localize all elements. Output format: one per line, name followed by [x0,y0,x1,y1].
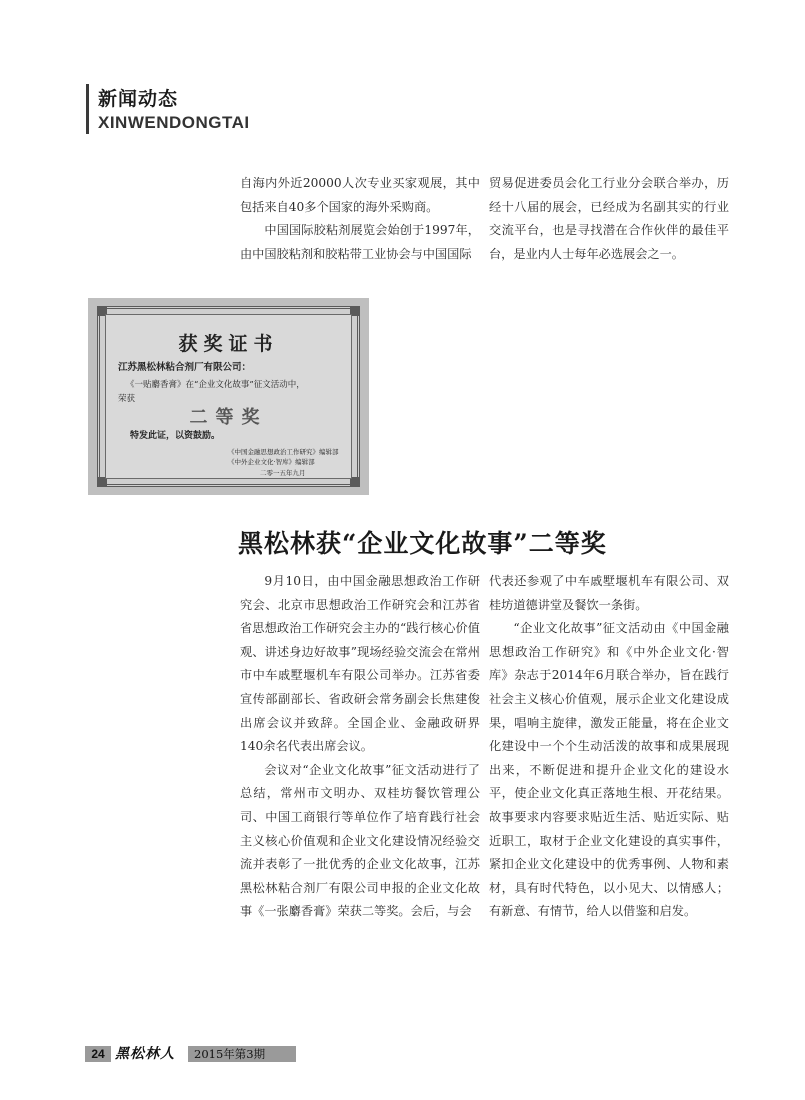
paragraph: 9月10日，由中国金融思想政治工作研究会、北京市思想政治工作研究会和江苏省省思想政治工作研究会主办的“践行核心价值观、讲述身边好故事”现场经验交流会在常州市中车戚墅堰机车有限公司举办。江苏省委宣传部副部长、省政研会常务副会长焦建俊出席会议并致辞。全国企业、金融政研界140余名代表出席会议。 [240,574,480,754]
top-text-left-column [240,172,480,266]
paragraph: “企业文化故事”征文活动由《中国金融思想政治工作研究》和《中外企业文化·智库》杂志于2014年6月联合举办，旨在践行社会主义核心价值观，展示企业文化建设成果，唱响主旋律，激发正能量，将在企业文化建设中一个个生动活泼的故事和成果展现出来，不断促进和提升企业文化的建设水平，使企业文化真正落地生根、开花结果。故事要求内容要求贴近生活、贴近实际、贴近职工，取材于企业文化建设的真实事件，紧扣企业文化建设中的优秀事例、人物和素材，具有时代特色，以小见大、以情感人；有新意、有情节，给人以借鉴和启发。 [489,621,729,919]
section-title: 新闻动态 [98,88,179,110]
paragraph: 会议对“企业文化故事”征文活动进行了总结，常州市文明办、双桂坊餐饮管理公司、中国工商银行等单位作了培育践行社会主义核心价值观和企业文化建设情况经验交流并表彰了一批优秀的企业文化故事，江苏黑松林粘合剂厂有限公司申报的企业文化故事《一张麝香膏》荣获二等奖。会后，与会 [240,762,480,919]
certificate-text: 特发此证，以资鼓励。 [130,431,221,441]
award-certificate-image [88,298,369,495]
certificate-prize: 二等奖 [189,407,268,428]
certificate-date: 二零一五年九月 [260,469,306,477]
paragraph: 自海内外近20000人次专业买家观展，其中包括来自40多个国家的海外采购商。 [240,176,480,214]
certificate-frame [97,306,360,487]
certificate-recipient: 江苏黑松林粘合剂厂有限公司： [118,362,252,373]
certificate-text: 荣获 [118,394,136,404]
certificate-title: 获奖证书 [178,333,279,355]
page-footer [85,1046,295,1062]
certificate-text: 《一贴麝香膏》在“企业文化故事”征文活动中， [126,380,305,390]
magazine-logo: 黑松林人 [115,1046,175,1062]
certificate-body [105,314,352,479]
article-right-column [489,570,729,924]
paragraph: 代表还参观了中车戚墅堰机车有限公司、双桂坊道德讲堂及餐饮一条街。 [489,574,729,612]
section-subtitle: XINWENDONGTAI [98,113,250,132]
certificate-issuer: 《中国金融思想政治工作研究》编辑部 [228,448,339,456]
section-divider [86,84,89,134]
paragraph: 中国国际胶粘剂展览会始创于1997年，由中国胶粘剂和胶粘带工业协会与中国国际 [240,223,480,261]
article-headline: 黑松林获“企业文化故事”二等奖 [238,529,607,558]
issue-label: 2015年第3期 [188,1046,296,1062]
paragraph: 贸易促进委员会化工行业分会联合举办，历经十八届的展会，已经成为名副其实的行业交流平台，也是寻找潜在合作伙伴的最佳平台，是业内人士每年必选展会之一。 [489,176,729,261]
top-text-right-column [489,172,729,266]
certificate-issuer: 《中外企业文化·智库》编辑部 [228,458,315,466]
article-left-column [240,570,480,924]
page-number: 24 [85,1046,111,1062]
